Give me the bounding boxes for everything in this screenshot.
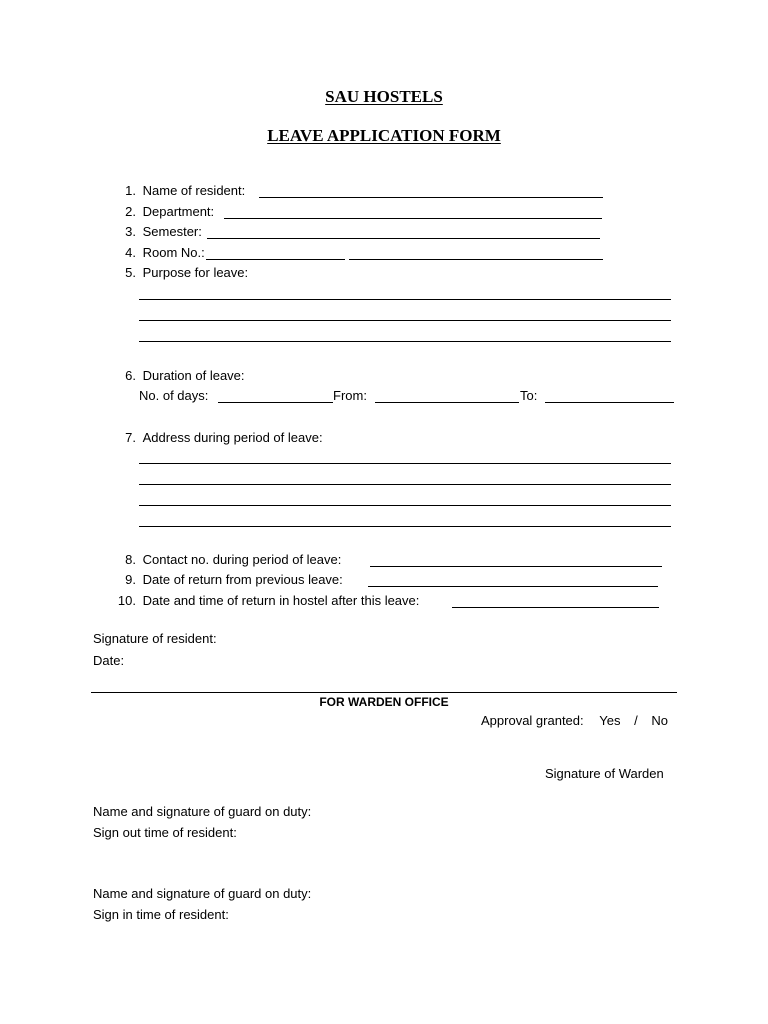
resident-signature-label: Signature of resident: (93, 631, 217, 646)
to-label: To: (520, 388, 538, 403)
item-contact-no (116, 552, 341, 568)
from-field[interactable] (375, 402, 519, 403)
address-line-1[interactable] (139, 463, 671, 464)
item-label: Address during period of leave: (142, 430, 323, 445)
item-return-after-this-leave (116, 593, 419, 609)
form-title: LEAVE APPLICATION FORM (267, 126, 501, 145)
item-address-during-leave (116, 430, 323, 446)
item-label: Department: (142, 204, 215, 219)
purpose-line-2[interactable] (139, 320, 671, 321)
contact-no-field[interactable] (370, 566, 662, 567)
approval-no[interactable]: No (651, 713, 668, 728)
item-duration-of-leave (116, 368, 245, 384)
approval-yes[interactable]: Yes (599, 713, 621, 728)
purpose-line-3[interactable] (139, 341, 671, 342)
item-number: 4. (125, 245, 136, 260)
item-department (116, 204, 214, 220)
item-label: Date and time of return in hostel after this leave: (142, 593, 420, 608)
item-number: 10. (117, 593, 136, 608)
no-of-days-field[interactable] (218, 402, 333, 403)
room-no-field[interactable] (206, 259, 345, 260)
item-date-of-return-previous (116, 572, 343, 588)
guard-in-name-label: Name and signature of guard on duty: (93, 886, 312, 901)
item-number: 5. (125, 265, 136, 280)
from-label: From: (333, 388, 367, 403)
purpose-line-1[interactable] (139, 299, 671, 300)
item-semester (116, 224, 202, 240)
warden-office-title: FOR WARDEN OFFICE (319, 695, 449, 709)
item-number: 7. (125, 430, 136, 445)
item-number: 2. (125, 204, 136, 219)
address-line-3[interactable] (139, 505, 671, 506)
item-label: Name of resident: (142, 183, 246, 198)
item-label: Purpose for leave: (142, 265, 249, 280)
no-of-days-label: No. of days: (139, 388, 209, 403)
approval-granted (481, 713, 668, 729)
sign-in-time-label: Sign in time of resident: (93, 907, 229, 922)
sign-out-time-label: Sign out time of resident: (93, 825, 237, 840)
item-number: 3. (125, 224, 136, 239)
section-divider (91, 692, 677, 693)
department-field[interactable] (224, 218, 602, 219)
item-label: Room No.: (142, 245, 205, 260)
item-name-of-resident (116, 183, 245, 199)
item-label: Duration of leave: (142, 368, 245, 383)
item-label: Semester: (142, 224, 202, 239)
address-line-4[interactable] (139, 526, 671, 527)
item-label: Contact no. during period of leave: (142, 552, 342, 567)
item-number: 8. (125, 552, 136, 567)
item-room-no (116, 245, 205, 261)
room-no-field-2[interactable] (349, 259, 603, 260)
approval-label: Approval granted: (481, 713, 584, 728)
approval-separator: / (634, 713, 638, 728)
name-of-resident-field[interactable] (259, 197, 603, 198)
warden-signature-label: Signature of Warden (545, 766, 664, 781)
date-of-return-previous-field[interactable] (368, 586, 658, 587)
item-number: 1. (125, 183, 136, 198)
item-purpose-for-leave (116, 265, 248, 281)
resident-date-label: Date: (93, 653, 125, 668)
semester-field[interactable] (207, 238, 600, 239)
return-after-this-leave-field[interactable] (452, 607, 659, 608)
item-number: 9. (125, 572, 136, 587)
guard-out-name-label: Name and signature of guard on duty: (93, 804, 312, 819)
item-number: 6. (125, 368, 136, 383)
address-line-2[interactable] (139, 484, 671, 485)
item-label: Date of return from previous leave: (142, 572, 343, 587)
org-title: SAU HOSTELS (325, 87, 443, 106)
to-field[interactable] (545, 402, 674, 403)
